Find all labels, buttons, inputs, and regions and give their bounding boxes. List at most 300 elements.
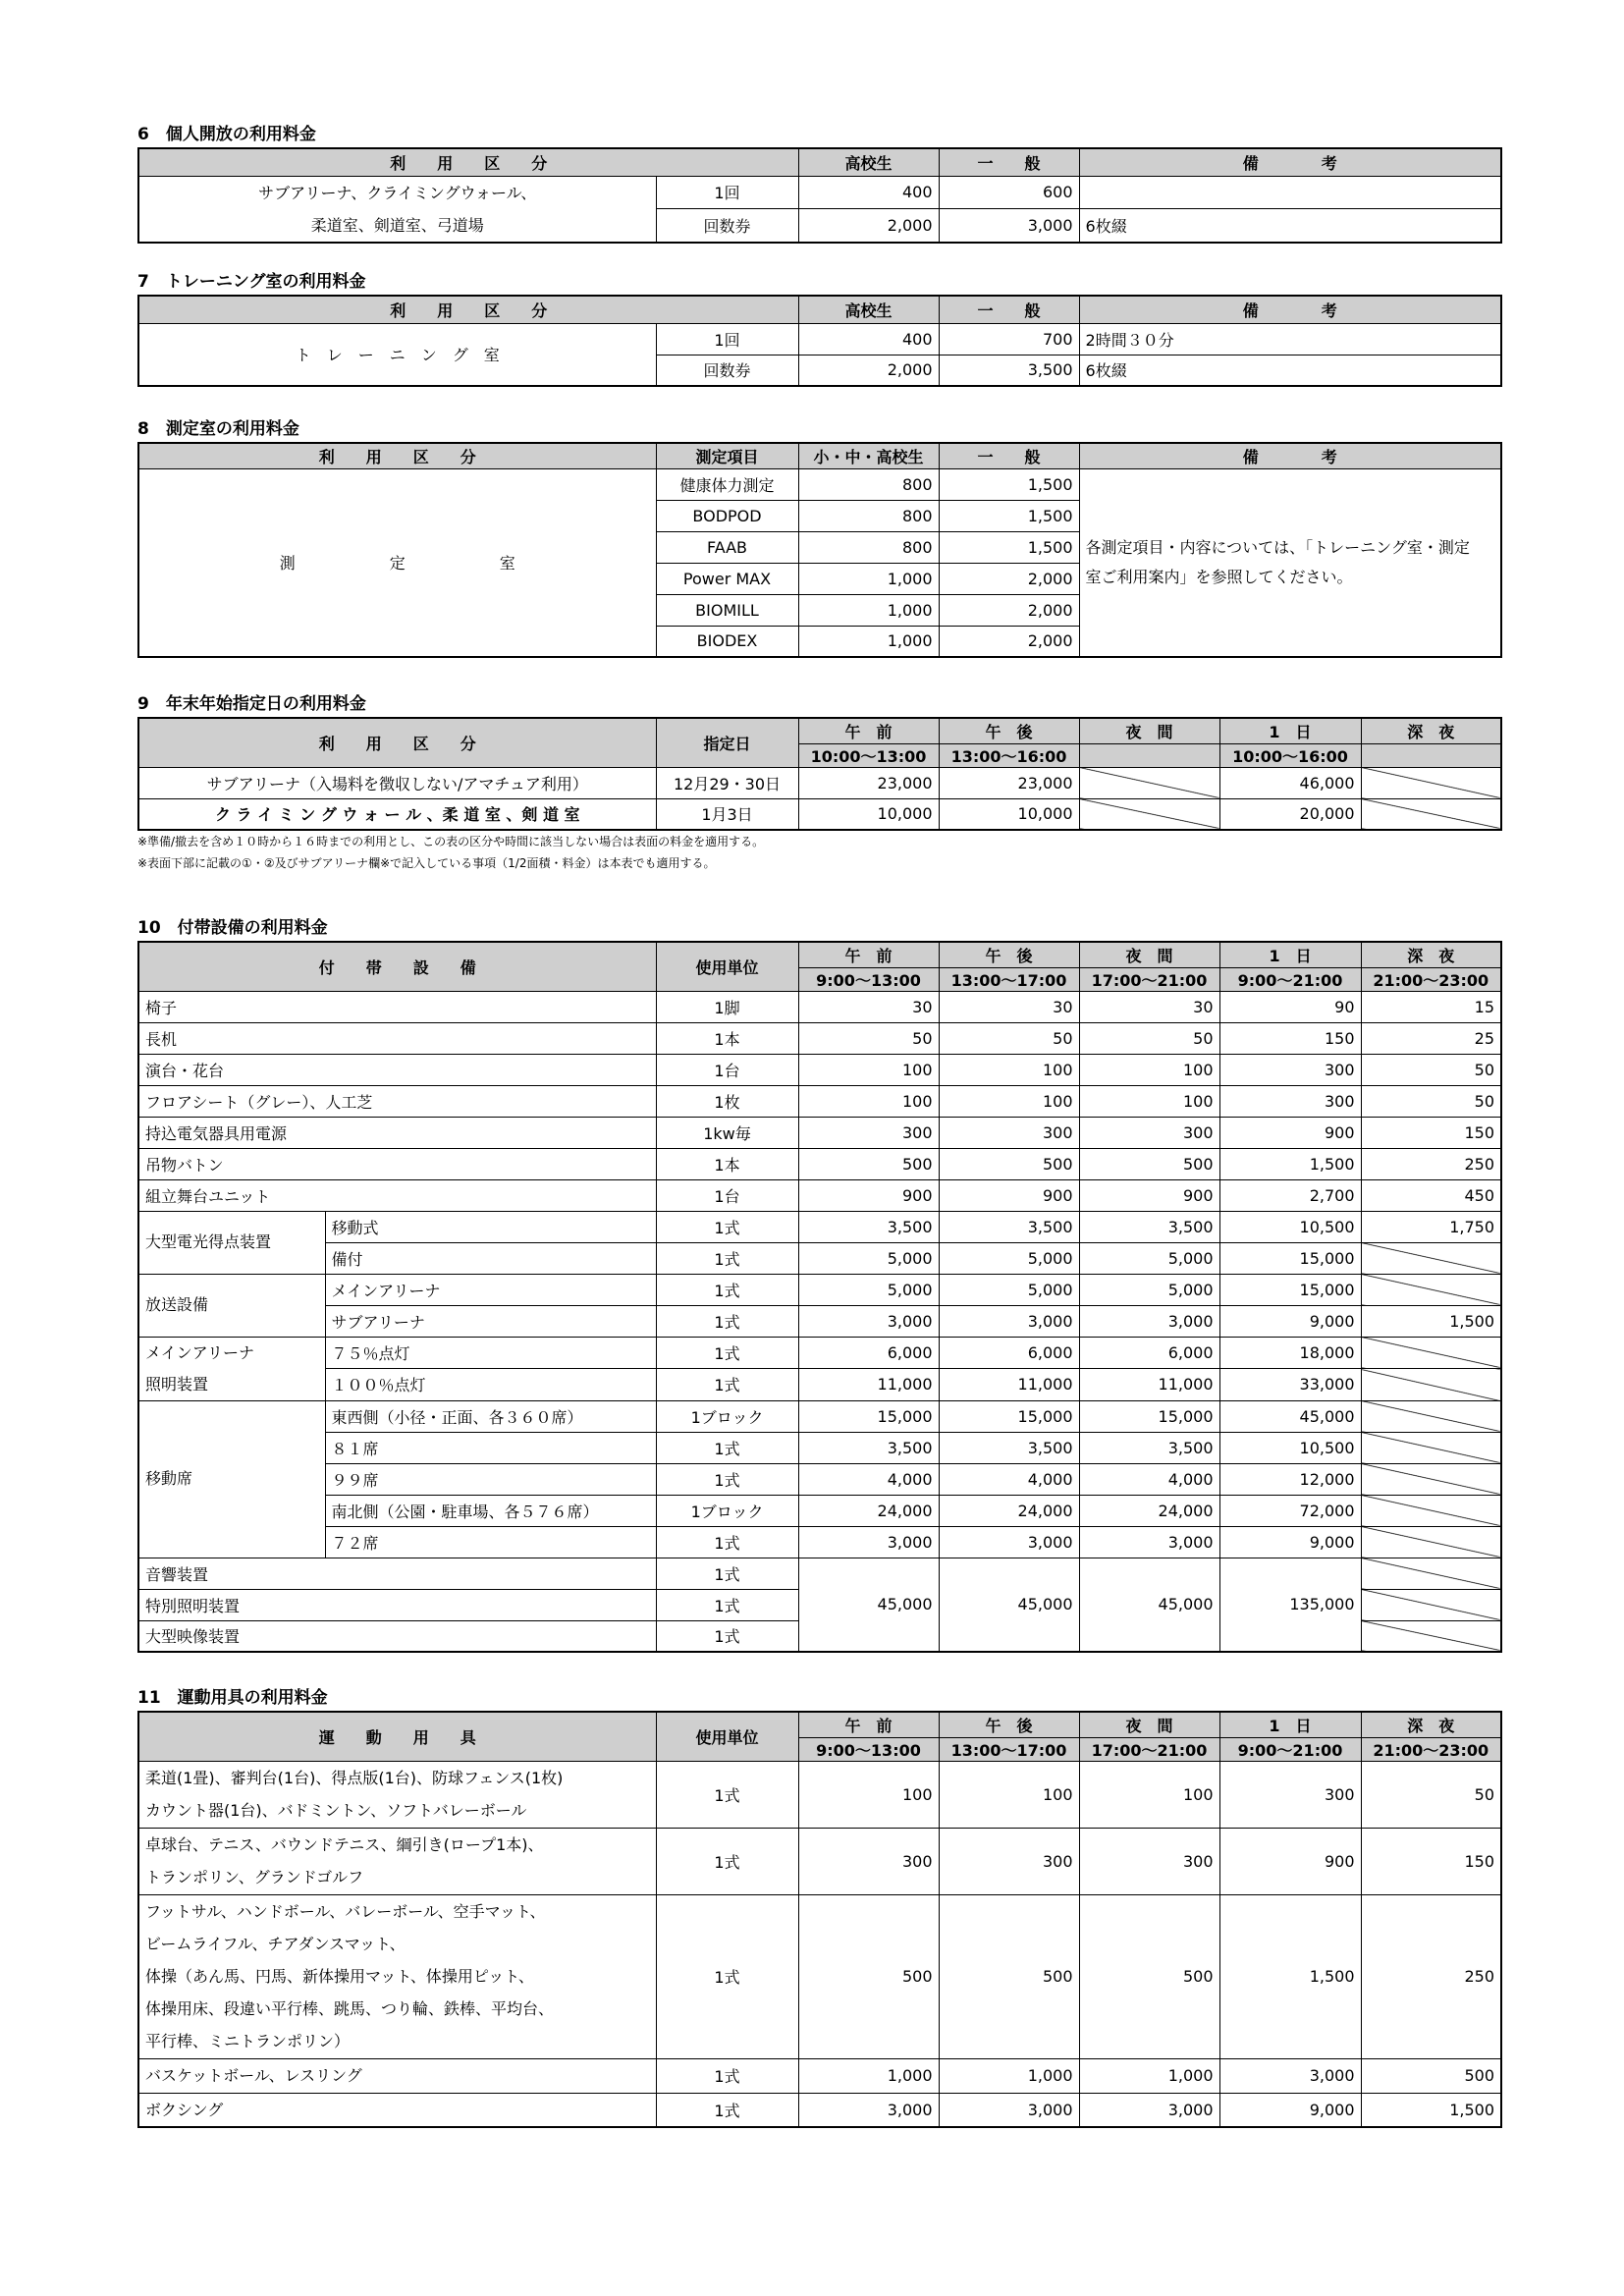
- pm-fee: 15,000: [939, 1400, 1079, 1432]
- equipment-subname: 南北側（公園・駐車場、各５７６席）: [325, 1495, 656, 1526]
- unit-cell: 1式: [656, 1463, 798, 1495]
- table-row: [138, 1463, 1501, 1495]
- training-fee-table: [137, 295, 1502, 387]
- student-fee: 1,000: [798, 594, 939, 626]
- item-cell: FAAB: [656, 531, 798, 563]
- unit-cell: 1式: [656, 1558, 798, 1589]
- am-fee: 11,000: [798, 1369, 939, 1401]
- am-fee: 3,000: [798, 1526, 939, 1558]
- header-pm: 午 後: [939, 942, 1079, 967]
- general-fee: 2,000: [939, 594, 1079, 626]
- late-fee: 250: [1361, 1148, 1501, 1179]
- section-title: 8 測定室の利用料金: [137, 419, 299, 439]
- section-6: [137, 122, 1500, 244]
- na-cell: [1079, 798, 1219, 830]
- highschool-fee: 400: [798, 176, 939, 209]
- pm-fee: 300: [939, 1117, 1079, 1148]
- equipment-name: 持込電気器具用電源: [138, 1117, 656, 1148]
- pm-fee: 3,000: [939, 2093, 1079, 2127]
- allday-fee: 20,000: [1219, 798, 1361, 830]
- general-fee: 2,000: [939, 626, 1079, 657]
- am-fee: 500: [798, 1894, 939, 2058]
- allday-fee: 3,000: [1219, 2058, 1361, 2093]
- group-name-line: メインアリーナ: [145, 1342, 255, 1362]
- section-title: 9 年末年始指定日の利用料金: [137, 694, 366, 714]
- header-am-time: 9:00～13:00: [798, 967, 939, 991]
- am-fee: 23,000: [798, 767, 939, 798]
- allday-fee: 300: [1219, 1085, 1361, 1117]
- facility-line: サブアリーナ、クライミングウォール、: [258, 183, 537, 202]
- gear-line: 柔道(1畳)、審判台(1台)、得点版(1台)、防球フェンス(1枚): [145, 1769, 564, 1787]
- equipment-group-name: [138, 1211, 325, 1274]
- unit-cell: 1式: [656, 1761, 798, 1828]
- header-name: 付 帯 設 備: [138, 942, 656, 991]
- pm-fee: 10,000: [939, 798, 1079, 830]
- equipment-subname: 備付: [325, 1242, 656, 1274]
- allday-fee: 9,000: [1219, 1526, 1361, 1558]
- unit-cell: 回数券: [656, 209, 798, 243]
- unit-cell: 1式: [656, 1432, 798, 1463]
- pm-fee: 50: [939, 1022, 1079, 1054]
- header-am: 午 前: [798, 942, 939, 967]
- am-fee: 4,000: [798, 1463, 939, 1495]
- allday-fee: 1,500: [1219, 1148, 1361, 1179]
- measurement-fee-table: [137, 442, 1502, 658]
- header-late: 深 夜: [1361, 718, 1501, 743]
- table-row: [138, 1369, 1501, 1401]
- allday-fee: 9,000: [1219, 1305, 1361, 1337]
- allday-fee: 45,000: [1219, 1400, 1361, 1432]
- night-fee: 45,000: [1079, 1558, 1219, 1652]
- equipment-subname: 東西側（小径・正面、各３６０席）: [325, 1400, 656, 1432]
- equipment-group-name: [138, 1274, 325, 1337]
- gear-line: ボクシング: [145, 2100, 224, 2119]
- table-row: [138, 1211, 1501, 1242]
- header-kubun: 利 用 区 分: [138, 148, 798, 176]
- header-pm-time: 13:00～17:00: [939, 1737, 1079, 1761]
- remarks-cell: 2時間３０分: [1079, 323, 1501, 355]
- late-fee: 1,750: [1361, 1211, 1501, 1242]
- am-fee: 5,000: [798, 1242, 939, 1274]
- pm-fee: 100: [939, 1761, 1079, 1828]
- footnote: ※準備/撤去を含め１０時から１６時までの利用とし、この表の区分や時間に該当しない場合は表面の料金を適用する。: [137, 835, 765, 848]
- late-fee: 50: [1361, 1054, 1501, 1085]
- am-fee: 100: [798, 1085, 939, 1117]
- facility-cell: ト レ ー ニ ン グ 室: [138, 323, 656, 386]
- student-fee: 800: [798, 531, 939, 563]
- allday-fee: 135,000: [1219, 1558, 1361, 1652]
- allday-fee: 12,000: [1219, 1463, 1361, 1495]
- general-fee: 3,500: [939, 355, 1079, 386]
- am-fee: 30: [798, 991, 939, 1022]
- equipment-body: [138, 991, 1501, 1652]
- group-name-line: 放送設備: [145, 1295, 209, 1314]
- equipment-name: 特別照明装置: [138, 1589, 656, 1620]
- group-name-line: 大型電光得点装置: [145, 1232, 272, 1251]
- allday-fee: 10,500: [1219, 1211, 1361, 1242]
- night-fee: 5,000: [1079, 1242, 1219, 1274]
- pm-fee: 100: [939, 1085, 1079, 1117]
- remarks-line: 室ご利用案内」を参照してください。: [1085, 567, 1353, 586]
- remarks-cell: [1079, 468, 1501, 657]
- late-fee: 15: [1361, 991, 1501, 1022]
- night-fee: 3,500: [1079, 1432, 1219, 1463]
- night-fee: 300: [1079, 1828, 1219, 1894]
- header-allday: 1 日: [1219, 1712, 1361, 1737]
- unit-cell: 1本: [656, 1148, 798, 1179]
- item-cell: Power MAX: [656, 563, 798, 594]
- sports-gear-name: [138, 1828, 656, 1894]
- table-row: [138, 1894, 1501, 2058]
- late-fee: 1,500: [1361, 1305, 1501, 1337]
- header-remarks: 備 考: [1079, 296, 1501, 323]
- late-fee: 1,500: [1361, 2093, 1501, 2127]
- allday-fee: 300: [1219, 1761, 1361, 1828]
- na-cell: [1361, 1589, 1501, 1620]
- late-fee: 150: [1361, 1117, 1501, 1148]
- gear-line: バスケットボール、レスリング: [145, 2066, 362, 2085]
- pm-fee: 23,000: [939, 767, 1079, 798]
- table-row: [138, 1305, 1501, 1337]
- table-row: [138, 2093, 1501, 2127]
- pm-fee: 30: [939, 991, 1079, 1022]
- am-fee: 1,000: [798, 2058, 939, 2093]
- unit-cell: 1式: [656, 1620, 798, 1652]
- equipment-subname: ７２席: [325, 1526, 656, 1558]
- header-allday-time: 9:00～21:00: [1219, 967, 1361, 991]
- late-fee: 150: [1361, 1828, 1501, 1894]
- unit-cell: 1式: [656, 2093, 798, 2127]
- table-row: [138, 991, 1501, 1022]
- header-am: 午 前: [798, 1712, 939, 1737]
- section-title: 6 個人開放の利用料金: [137, 125, 316, 144]
- am-fee: 100: [798, 1054, 939, 1085]
- header-unit: 使用単位: [656, 1712, 798, 1761]
- unit-cell: 1式: [656, 2058, 798, 2093]
- day-cell: 1月3日: [656, 798, 798, 830]
- day-cell: 12月29・30日: [656, 767, 798, 798]
- unit-cell: 1式: [656, 1369, 798, 1401]
- allday-fee: 2,700: [1219, 1179, 1361, 1211]
- unit-cell: 1kw毎: [656, 1117, 798, 1148]
- new-year-fee-table: [137, 717, 1502, 831]
- general-fee: 1,500: [939, 468, 1079, 500]
- table-row: [138, 1337, 1501, 1369]
- equipment-name: 演台・花台: [138, 1054, 656, 1085]
- facility-line: 柔道室、剣道室、弓道場: [310, 215, 484, 235]
- night-fee: 6,000: [1079, 1337, 1219, 1369]
- pm-fee: 5,000: [939, 1242, 1079, 1274]
- unit-cell: 1台: [656, 1179, 798, 1211]
- table-row: [138, 2058, 1501, 2093]
- pm-fee: 11,000: [939, 1369, 1079, 1401]
- pm-fee: 500: [939, 1148, 1079, 1179]
- header-general: 一 般: [939, 296, 1079, 323]
- pm-fee: 3,000: [939, 1305, 1079, 1337]
- sports-gear-fee-table: [137, 1711, 1502, 2128]
- gear-line: 平行棒、ミニトランポリン）: [145, 2032, 351, 2050]
- equipment-name: 組立舞台ユニット: [138, 1179, 656, 1211]
- table-row: [138, 1179, 1501, 1211]
- am-fee: 15,000: [798, 1400, 939, 1432]
- table-row: [138, 1432, 1501, 1463]
- table-row: [138, 1022, 1501, 1054]
- na-cell: [1361, 1495, 1501, 1526]
- gear-line: 体操用床、段違い平行棒、跳馬、つり輪、鉄棒、平均台、: [145, 1999, 555, 2018]
- late-fee: 25: [1361, 1022, 1501, 1054]
- unit-cell: 1ブロック: [656, 1400, 798, 1432]
- equipment-name: 椅子: [138, 991, 656, 1022]
- header-night-time: [1079, 743, 1219, 767]
- header-allday-time: 9:00～21:00: [1219, 1737, 1361, 1761]
- equipment-subname: 移動式: [325, 1211, 656, 1242]
- equipment-subname: メインアリーナ: [325, 1274, 656, 1305]
- pm-fee: 45,000: [939, 1558, 1079, 1652]
- late-fee: 450: [1361, 1179, 1501, 1211]
- night-fee: 24,000: [1079, 1495, 1219, 1526]
- na-cell: [1361, 1337, 1501, 1369]
- section-9: [137, 691, 1500, 874]
- unit-cell: 1式: [656, 1589, 798, 1620]
- sports-gear-body: [138, 1761, 1501, 2127]
- na-cell: [1361, 1526, 1501, 1558]
- night-fee: 3,000: [1079, 2093, 1219, 2127]
- header-late: 深 夜: [1361, 1712, 1501, 1737]
- am-fee: 900: [798, 1179, 939, 1211]
- unit-cell: 1式: [656, 1211, 798, 1242]
- night-fee: 500: [1079, 1894, 1219, 2058]
- individual-fee-table: [137, 147, 1502, 244]
- am-fee: 3,500: [798, 1432, 939, 1463]
- section-8: [137, 416, 1500, 658]
- header-allday: 1 日: [1219, 942, 1361, 967]
- unit-cell: 1式: [656, 1894, 798, 2058]
- night-fee: 1,000: [1079, 2058, 1219, 2093]
- na-cell: [1361, 1558, 1501, 1589]
- pm-fee: 900: [939, 1179, 1079, 1211]
- table-row: [138, 1558, 1501, 1589]
- unit-cell: 1式: [656, 1828, 798, 1894]
- allday-fee: 9,000: [1219, 2093, 1361, 2127]
- am-fee: 45,000: [798, 1558, 939, 1652]
- table-row: [138, 1495, 1501, 1526]
- night-fee: 100: [1079, 1761, 1219, 1828]
- pm-fee: 1,000: [939, 2058, 1079, 2093]
- table-row: [138, 1117, 1501, 1148]
- equipment-name: 大型映像装置: [138, 1620, 656, 1652]
- header-late-time: 21:00～23:00: [1361, 1737, 1501, 1761]
- equipment-name: 長机: [138, 1022, 656, 1054]
- header-student: 小・中・高校生: [798, 443, 939, 468]
- section-title: 7 トレーニング室の利用料金: [137, 272, 366, 292]
- am-fee: 50: [798, 1022, 939, 1054]
- student-fee: 1,000: [798, 626, 939, 657]
- equipment-name: 吊物バトン: [138, 1148, 656, 1179]
- student-fee: 1,000: [798, 563, 939, 594]
- sports-gear-name: [138, 2093, 656, 2127]
- header-remarks: 備 考: [1079, 148, 1501, 176]
- gear-line: 体操（あん馬、円馬、新体操用マット、体操用ピット、: [145, 1967, 534, 1986]
- pm-fee: 500: [939, 1894, 1079, 2058]
- header-kubun: 利 用 区 分: [138, 443, 656, 468]
- unit-cell: 1回: [656, 176, 798, 209]
- facility-cell: [138, 176, 656, 243]
- header-pm-time: 13:00～16:00: [939, 743, 1079, 767]
- na-cell: [1361, 767, 1501, 798]
- am-fee: 5,000: [798, 1274, 939, 1305]
- unit-cell: 1台: [656, 1054, 798, 1085]
- allday-fee: 1,500: [1219, 1894, 1361, 2058]
- na-cell: [1361, 1242, 1501, 1274]
- equipment-subname: ８１席: [325, 1432, 656, 1463]
- am-fee: 6,000: [798, 1337, 939, 1369]
- unit-cell: 1枚: [656, 1085, 798, 1117]
- item-cell: BODPOD: [656, 500, 798, 531]
- highschool-fee: 400: [798, 323, 939, 355]
- item-cell: 健康体力測定: [656, 468, 798, 500]
- header-kubun: 利 用 区 分: [138, 718, 656, 767]
- unit-cell: 1式: [656, 1337, 798, 1369]
- header-am-time: 9:00～13:00: [798, 1737, 939, 1761]
- general-fee: 700: [939, 323, 1079, 355]
- section-10: [137, 915, 1500, 1653]
- unit-cell: 1式: [656, 1274, 798, 1305]
- header-remarks: 備 考: [1079, 443, 1501, 468]
- header-night: 夜 間: [1079, 1712, 1219, 1737]
- table-row: [138, 1274, 1501, 1305]
- unit-cell: 1ブロック: [656, 1495, 798, 1526]
- night-fee: 4,000: [1079, 1463, 1219, 1495]
- equipment-subname: サブアリーナ: [325, 1305, 656, 1337]
- equipment-name: 音響装置: [138, 1558, 656, 1589]
- pm-fee: 100: [939, 1054, 1079, 1085]
- remarks-cell: 6枚綴: [1079, 209, 1501, 243]
- equipment-fee-table: [137, 941, 1502, 1653]
- night-fee: 900: [1079, 1179, 1219, 1211]
- table-row: [138, 1054, 1501, 1085]
- pm-fee: 3,000: [939, 1526, 1079, 1558]
- remarks-cell: 6枚綴: [1079, 355, 1501, 386]
- gear-line: カウント器(1台)、バドミントン、ソフトバレーボール: [145, 1801, 527, 1820]
- gear-line: ビームライフル、チアダンスマット、: [145, 1935, 406, 1953]
- header-kubun: 利 用 区 分: [138, 296, 798, 323]
- header-late: 深 夜: [1361, 942, 1501, 967]
- allday-fee: 15,000: [1219, 1242, 1361, 1274]
- header-am: 午 前: [798, 718, 939, 743]
- equipment-subname: １００％点灯: [325, 1369, 656, 1401]
- remarks-cell: [1079, 176, 1501, 209]
- am-fee: 3,000: [798, 2093, 939, 2127]
- header-late-time: 21:00～23:00: [1361, 967, 1501, 991]
- sports-gear-name: [138, 1894, 656, 2058]
- na-cell: [1361, 1463, 1501, 1495]
- gear-line: フットサル、ハンドボール、バレーボール、空手マット、: [145, 1902, 546, 1921]
- night-fee: 30: [1079, 991, 1219, 1022]
- pm-fee: 4,000: [939, 1463, 1079, 1495]
- unit-cell: 1式: [656, 1305, 798, 1337]
- student-fee: 800: [798, 500, 939, 531]
- allday-fee: 46,000: [1219, 767, 1361, 798]
- general-fee: 600: [939, 176, 1079, 209]
- allday-fee: 300: [1219, 1054, 1361, 1085]
- na-cell: [1361, 1620, 1501, 1652]
- facility-cell: ク ラ イ ミ ン グ ウ ォ ー ル 、柔 道 室 、剣 道 室: [138, 798, 656, 830]
- equipment-subname: ９９席: [325, 1463, 656, 1495]
- na-cell: [1361, 1432, 1501, 1463]
- am-fee: 24,000: [798, 1495, 939, 1526]
- night-fee: 300: [1079, 1117, 1219, 1148]
- night-fee: 3,500: [1079, 1211, 1219, 1242]
- header-pm: 午 後: [939, 718, 1079, 743]
- unit-cell: 1回: [656, 323, 798, 355]
- unit-cell: 1脚: [656, 991, 798, 1022]
- pm-fee: 24,000: [939, 1495, 1079, 1526]
- header-late-time: [1361, 743, 1501, 767]
- am-fee: 3,500: [798, 1211, 939, 1242]
- am-fee: 100: [798, 1761, 939, 1828]
- na-cell: [1079, 767, 1219, 798]
- equipment-group-name: [138, 1337, 325, 1400]
- allday-fee: 900: [1219, 1828, 1361, 1894]
- table-row: [138, 1085, 1501, 1117]
- header-night-time: 17:00～21:00: [1079, 1737, 1219, 1761]
- na-cell: [1361, 798, 1501, 830]
- unit-cell: 1式: [656, 1526, 798, 1558]
- equipment-subname: ７５％点灯: [325, 1337, 656, 1369]
- item-cell: BIOMILL: [656, 594, 798, 626]
- equipment-name: フロアシート（グレー）、人工芝: [138, 1085, 656, 1117]
- header-highschool: 高校生: [798, 296, 939, 323]
- night-fee: 100: [1079, 1054, 1219, 1085]
- header-pm-time: 13:00～17:00: [939, 967, 1079, 991]
- header-am-time: 10:00～13:00: [798, 743, 939, 767]
- group-name-line: 照明装置: [145, 1374, 209, 1394]
- late-fee: 50: [1361, 1761, 1501, 1828]
- unit-cell: 回数券: [656, 355, 798, 386]
- remarks-line: 各測定項目・内容については、「トレーニング室・測定: [1085, 537, 1470, 557]
- am-fee: 300: [798, 1117, 939, 1148]
- section-7: [137, 269, 1500, 387]
- header-allday-time: 10:00～16:00: [1219, 743, 1361, 767]
- highschool-fee: 2,000: [798, 355, 939, 386]
- header-night: 夜 間: [1079, 718, 1219, 743]
- pm-fee: 3,500: [939, 1211, 1079, 1242]
- na-cell: [1361, 1274, 1501, 1305]
- allday-fee: 90: [1219, 991, 1361, 1022]
- am-fee: 300: [798, 1828, 939, 1894]
- gear-line: 卓球台、テニス、バウンドテニス、綱引き(ロープ1本)、: [145, 1835, 544, 1854]
- table-row: [138, 1400, 1501, 1432]
- allday-fee: 72,000: [1219, 1495, 1361, 1526]
- allday-fee: 33,000: [1219, 1369, 1361, 1401]
- header-pm: 午 後: [939, 1712, 1079, 1737]
- late-fee: 50: [1361, 1085, 1501, 1117]
- sports-gear-name: [138, 1761, 656, 1828]
- footnote: ※表面下部に記載の①・②及びサブアリーナ欄※で記入している事項（1/2面積・料金）は本表でも適用する。: [137, 856, 716, 870]
- night-fee: 3,000: [1079, 1305, 1219, 1337]
- general-fee: 1,500: [939, 500, 1079, 531]
- night-fee: 50: [1079, 1022, 1219, 1054]
- header-name: 運 動 用 具: [138, 1712, 656, 1761]
- gear-line: トランポリン、グランドゴルフ: [145, 1868, 364, 1886]
- pm-fee: 5,000: [939, 1274, 1079, 1305]
- pm-fee: 300: [939, 1828, 1079, 1894]
- header-general: 一 般: [939, 443, 1079, 468]
- sports-gear-name: [138, 2058, 656, 2093]
- table-row: [138, 1242, 1501, 1274]
- header-unit: 使用単位: [656, 942, 798, 991]
- am-fee: 500: [798, 1148, 939, 1179]
